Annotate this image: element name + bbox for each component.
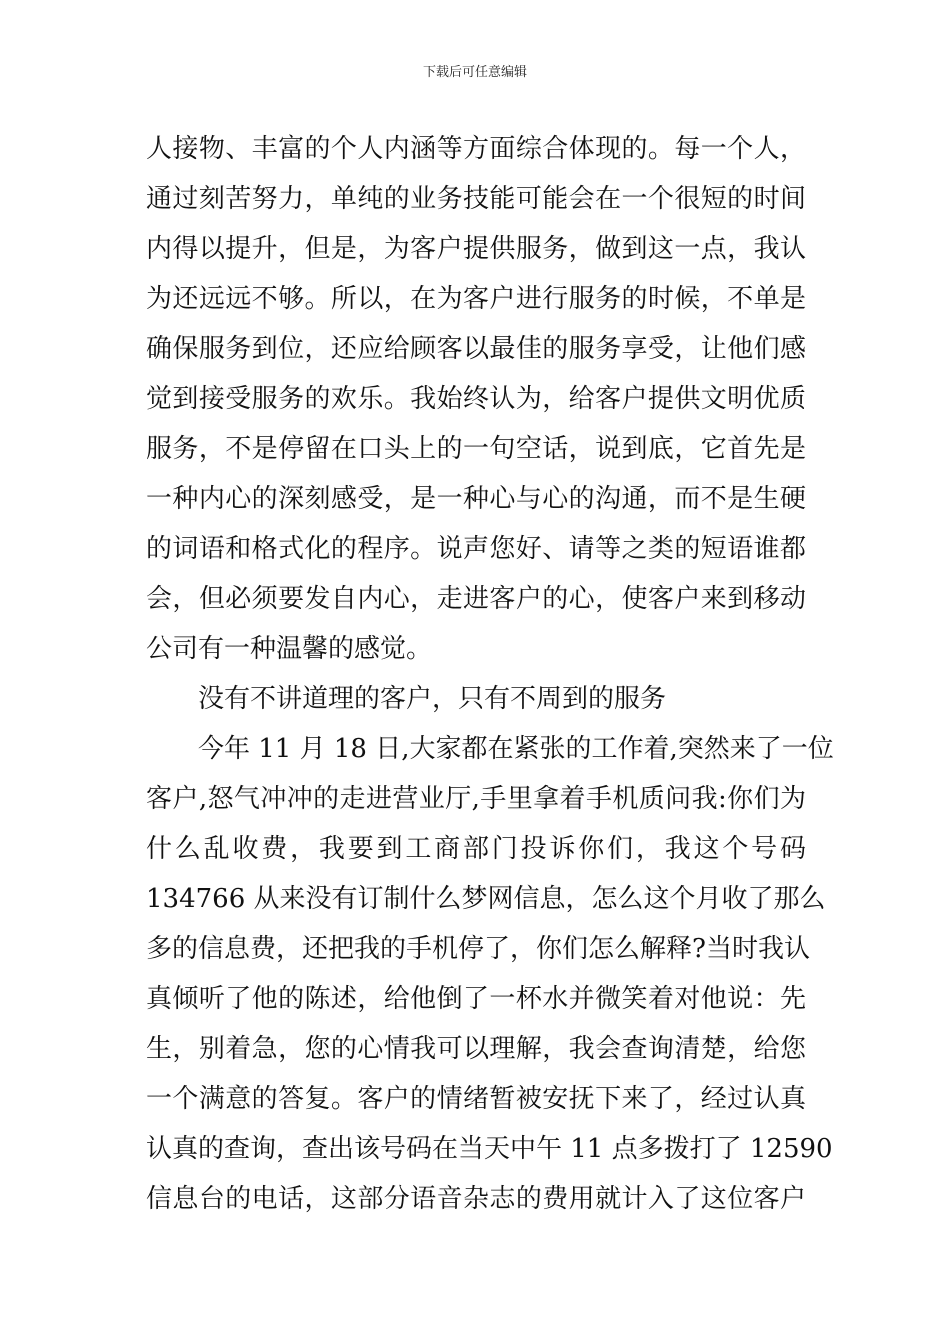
text-line: 为还远远不够。所以，在为客户进行服务的时候，不单是 [146,284,806,314]
text-line: 什么乱收费，我要到工商部门投诉你们，我这个号码 [146,834,806,864]
text-line: 多的信息费，还把我的手机停了，你们怎么解释?当时我认 [146,934,810,964]
text-line: 内得以提升，但是，为客户提供服务，做到这一点，我认 [146,234,806,264]
text-line: 确保服务到位，还应给顾客以最佳的服务享受，让他们感 [146,334,806,364]
text-line: 人接物、丰富的个人内涵等方面综合体现的。每一个人， [146,134,806,164]
text-line: 真倾听了他的陈述，给他倒了一杯水并微笑着对他说：先 [146,984,806,1014]
section-heading: 没有不讲道理的客户，只有不周到的服务 [198,684,667,714]
text-line: 服务，不是停留在口头上的一句空话，说到底，它首先是 [146,434,806,464]
text-line: 会，但必须要发自内心，走进客户的心，使客户来到移动 [146,584,806,614]
document-body [146,124,834,1224]
page-header: 下载后可任意编辑 [422,65,527,80]
text-line: 客户,怒气冲冲的走进营业厅,手里拿着手机质问我:你们为 [146,784,806,814]
text-line: 通过刻苦努力，单纯的业务技能可能会在一个很短的时间 [146,184,806,214]
text-line: 一个满意的答复。客户的情绪暂被安抚下来了，经过认真 [146,1084,806,1114]
text-line: 生，别着急，您的心情我可以理解，我会查询清楚，给您 [146,1034,806,1064]
text-line: 一种内心的深刻感受，是一种心与心的沟通，而不是生硬 [146,484,806,514]
text-line: 134766 从来没有订制什么梦网信息，怎么这个月收了那么 [146,884,826,914]
text-line: 信息台的电话，这部分语音杂志的费用就计入了这位客户 [146,1184,806,1214]
text-line: 公司有一种温馨的感觉。 [146,634,433,664]
text-line: 认真的查询，查出该号码在当天中午 11 点多拨打了 12590 [146,1134,833,1164]
text-line: 今年 11 月 18 日,大家都在紧张的工作着,突然来了一位 [198,734,834,764]
text-line: 觉到接受服务的欢乐。我始终认为，给客户提供文明优质 [146,384,806,414]
text-line: 的词语和格式化的程序。说声您好、请等之类的短语谁都 [146,534,806,564]
